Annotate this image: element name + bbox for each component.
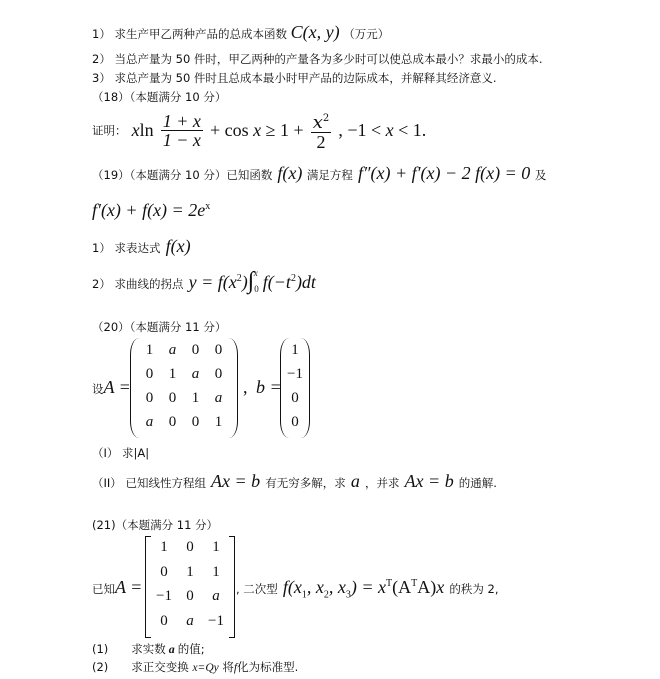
q18-header: （18）（本题满分 10 分） <box>92 90 227 104</box>
q18-statement: 证明： xln $\frac{1 + x}{1 - x}$ + cos x ≥ 1 + $\frac{x^2}{2}$ , −1 < x < 1. <box>92 111 427 152</box>
cost-function: C(x, y) <box>290 22 340 42</box>
q20-part2: （II） 已知线性方程组 Ax = b 有无穷多解，求 a ，并求 Ax = b 的通解. <box>92 471 497 491</box>
matrix-a20-entry: 0 <box>145 390 154 406</box>
matrix-a20-entry: 1 <box>214 414 223 430</box>
matrix-a20-entry: 0 <box>191 342 200 358</box>
q19-header: （19）（本题满分 10 分）已知函数 f(x) 满足方程 f″(x) + f′(x) − 2 f(x) = 0 及 <box>92 163 547 183</box>
matrix-a21-entry: 0 <box>186 588 194 604</box>
q19-part1: 1） 求表达式 f(x) <box>92 236 191 256</box>
matrix-a20-entry: 0 <box>168 414 177 430</box>
q20-part1: （I） 求|A| <box>92 446 150 460</box>
matrix-a21-entry: 0 <box>186 539 194 555</box>
b-label: b = <box>256 377 282 397</box>
matrix-a21-entry: 1 <box>212 563 220 580</box>
q21-header: (21)（本题满分 11 分） <box>92 518 219 532</box>
q20-set: 设A = <box>92 377 131 397</box>
q19-equation: $f'(x) + f(x) = 2e^x$ <box>92 200 211 220</box>
q21-part2: (2) 求正交变换 x=Qy 将f化为标准型. <box>92 660 299 674</box>
q21-part1: (1) 求实数 a 的值; <box>92 642 205 656</box>
q17-part1-text: 1） 求生产甲乙两种产品的总成本函数 <box>92 27 287 41</box>
matrix-a20-entry: a <box>191 366 200 382</box>
matrix-a21-entry: 1 <box>160 539 168 555</box>
vector-b-entry: 1 <box>291 342 299 358</box>
matrix-a20-entry: a <box>145 414 154 430</box>
matrix-a20-entry: 1 <box>191 390 200 406</box>
matrix-a21 <box>145 536 235 638</box>
q19-part2: 2） 求曲线的拐点 $y = f(x^2)\int_0^x$ $f(-t^2)dt$ <box>92 267 316 295</box>
matrix-a21-entry: 0 <box>160 612 168 629</box>
matrix-a20 <box>130 338 238 438</box>
matrix-a21-entry: 1 <box>186 563 194 580</box>
unit: （万元） <box>343 27 390 41</box>
proof-label: 证明： <box>92 123 127 138</box>
matrix-a21-entry: −1 <box>208 612 224 629</box>
matrix-a21-entry: a <box>186 612 194 629</box>
matrix-a21-entry: −1 <box>156 588 172 604</box>
matrix-a20-entry: 0 <box>168 390 177 406</box>
vector-b-entry: 0 <box>291 390 299 406</box>
matrix-a21-entry: 1 <box>212 539 220 555</box>
matrix-a20-entry: 0 <box>214 366 223 382</box>
vector-b-entry: 0 <box>291 414 299 430</box>
q21-known: 已知A = <box>92 577 143 597</box>
matrix-a21-entry: a <box>212 588 220 604</box>
matrix-a20-entry: 0 <box>214 342 223 358</box>
matrix-a21-entry: 0 <box>160 563 168 580</box>
q17-part2: 2） 当总产量为 50 件时，甲乙两种的产量各为多少时可以使总成本最小？求最小的成本. <box>92 52 543 66</box>
vector-b-entry: −1 <box>287 366 303 382</box>
matrix-a20-entry: 1 <box>145 342 154 358</box>
q17-part1 <box>92 22 389 43</box>
q21-quadratic: , 二次型 $f(x_1$, $x_2$, $x_3) = x^T(A^TA)x$ 的秩为 2, <box>236 577 499 601</box>
q20-header: （20）（本题满分 11 分） <box>92 320 227 334</box>
matrix-a20-entry: 1 <box>168 366 177 382</box>
matrix-a20-entry: a <box>168 342 177 358</box>
q17-part3: 3） 求总产量为 50 件时且总成本最小时甲产品的边际成本，并解释其经济意义. <box>92 71 497 85</box>
matrix-a20-entry: a <box>214 390 223 406</box>
matrix-a20-entry: 0 <box>145 366 154 382</box>
matrix-a20-entry: 0 <box>191 414 200 430</box>
vector-b <box>280 338 310 438</box>
